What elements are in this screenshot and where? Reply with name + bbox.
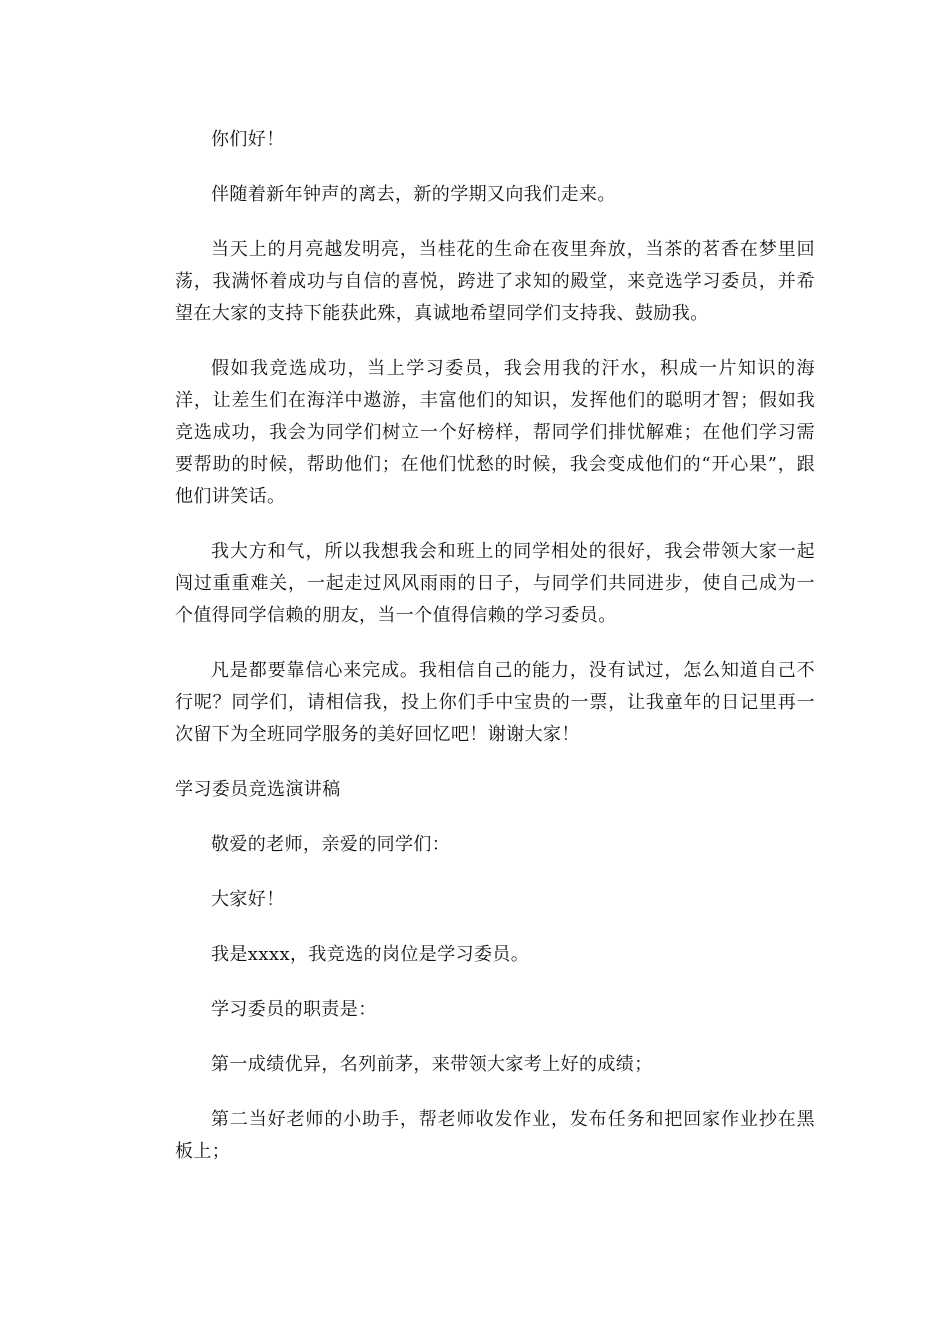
paragraph-new-term: 伴随着新年钟声的离去，新的学期又向我们走来。 — [211, 184, 616, 205]
paragraph-confidence: 凡是都要靠信心来完成。我相信自己的能力，没有试过，怎么知道自己不行呢？同学们，请相信我，投上你们手中宝贵的一票，让我童年的日记里再一次留下为全班同学服务的美好回忆吧！谢谢大家！ — [175, 660, 815, 745]
paragraph-duty-2: 第二当好老师的小助手，帮老师收发作业，发布任务和把回家作业抄在黑板上； — [175, 1109, 815, 1162]
paragraph-if-elected: 假如我竞选成功，当上学习委员，我会用我的汗水，积成一片知识的海洋，让差生们在海洋中遨游，丰富他们的知识，发挥他们的聪明才智；假如我竞选成功，我会为同学们树立一个好榜样，帮同学们排忧解难；在他们学习需要帮助的时候，帮助他们；在他们忧愁的时候，我会变成他们的“开心果”，跟他们讲笑话。 — [175, 358, 815, 507]
paragraph-moonlight: 当天上的月亮越发明亮，当桂花的生命在夜里奔放，当茶的茗香在梦里回荡，我满怀着成功与自信的喜悦，跨进了求知的殿堂，来竞选学习委员，并希望在大家的支持下能获此殊，真诚地希望同学们支持我、鼓励我。 — [175, 239, 815, 324]
paragraph-friendly: 我大方和气，所以我想我会和班上的同学相处的很好，我会带领大家一起闯过重重难关，一起走过风风雨雨的日子，与同学们共同进步，使自己成为一个值得同学信赖的朋友，当一个值得信赖的学习委员。 — [175, 541, 815, 626]
paragraph-hello: 大家好！ — [211, 889, 285, 910]
paragraph-duties-intro: 学习委员的职责是： — [211, 999, 377, 1020]
paragraph-greeting: 你们好！ — [211, 129, 285, 150]
paragraph-duty-1: 第一成绩优异，名列前茅，来带领大家考上好的成绩； — [211, 1054, 653, 1075]
document-body — [175, 124, 815, 1191]
paragraph-salutation: 敬爱的老师，亲爱的同学们： — [211, 834, 451, 855]
section-title: 学习委员竞选演讲稿 — [175, 779, 341, 800]
paragraph-introduction: 我是xxxx，我竞选的岗位是学习委员。 — [211, 944, 530, 965]
